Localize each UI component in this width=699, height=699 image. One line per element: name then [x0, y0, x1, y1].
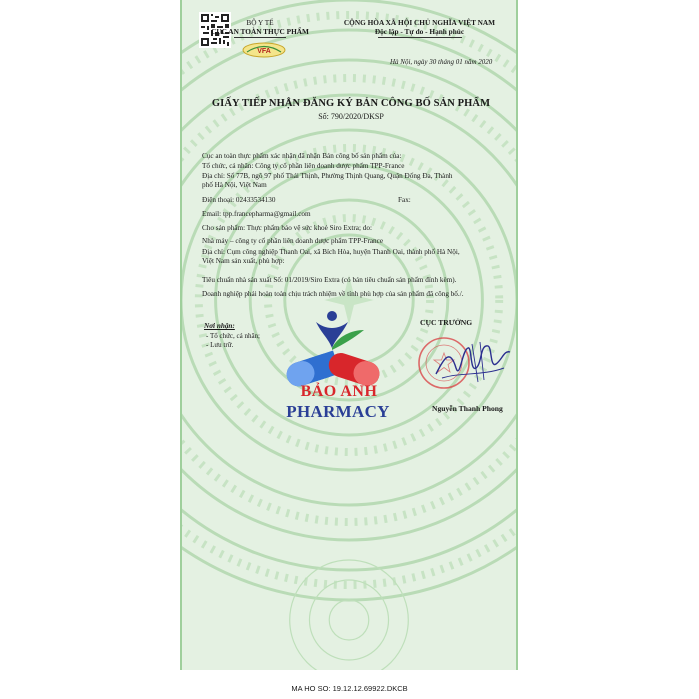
document-number: Số: 790/2020/DKSP	[318, 112, 384, 121]
body-intro: Cục an toàn thực phẩm xác nhận đã nhận Bản công bố sản phẩm của:	[202, 152, 402, 160]
certificate-sheet	[180, 0, 518, 670]
vfa-logo-text: VFA	[257, 48, 271, 55]
recipient-item: - Tổ chức, cá nhân;	[206, 332, 261, 340]
body-factory: Nhà máy – công ty cổ phần liên doanh dược phẩm TPP-France	[202, 237, 384, 245]
national-motto: Độc lập - Tự do - Hạnh phúc	[374, 27, 465, 36]
vfa-logo	[241, 42, 287, 58]
body-responsibility: Doanh nghiệp phải hoàn toàn chịu trách nhiệm về tính phù hợp của sản phẩm đã công bố./.	[202, 290, 464, 298]
agency-underline	[234, 37, 286, 38]
body-fax: Fax:	[398, 196, 411, 204]
brand-name-line-1: BẢO ANH	[300, 383, 378, 400]
handwritten-signature	[432, 338, 512, 386]
dossier-code: MA HO SO: 19.12.12.69922.DKCB	[291, 684, 408, 693]
body-org: Tổ chức, cá nhân: Công ty cổ phần liên doanh dược phẩm TPP-France	[202, 162, 405, 170]
recipient-item: - Lưu trữ.	[206, 341, 234, 349]
ministry-name: BỘ Y TẾ	[246, 18, 274, 27]
signer-title: CỤC TRƯỞNG	[420, 318, 473, 327]
body-factory-address-2: Việt Nam sản xuất, phù hợp:	[202, 257, 285, 265]
republic-name: CỘNG HÒA XÃ HỘI CHỦ NGHĨA VIỆT NAM	[343, 18, 496, 27]
body-phone: Điện thoại: 02433534130	[202, 196, 276, 204]
motto-underline	[378, 37, 462, 38]
body-product: Cho sản phẩm: Thực phẩm bảo vệ sức khoẻ Siro Extra; do:	[202, 224, 372, 232]
recipients-label: Nơi nhận:	[204, 322, 235, 330]
body-address-2: phố Hà Nội, Việt Nam	[202, 181, 267, 189]
body-email: Email: tpp.francepharma@gmail.com	[202, 210, 311, 218]
issue-date: Hà Nội, ngày 30 tháng 01 năm 2020	[390, 58, 493, 66]
body-standard: Tiêu chuẩn nhà sản xuất Số: 01/2019/Siro Extra (có bản tiêu chuẩn sản phẩm đính kèm).	[202, 276, 457, 284]
agency-name: CỤC AN TOÀN THỰC PHẨM	[211, 27, 309, 36]
brand-name-line-2: PHARMACY	[286, 402, 390, 421]
document-title: GIẤY TIẾP NHẬN ĐĂNG KÝ BẢN CÔNG BỐ SẢN PHẨM	[211, 98, 491, 109]
signer-name: Nguyễn Thanh Phong	[432, 404, 503, 413]
body-factory-address-1: Địa chỉ: Cụm công nghiệp Thanh Oai, xã Bích Hòa, huyện Thanh Oai, thành phố Hà Nội,	[202, 248, 460, 256]
body-address-1: Địa chỉ: Số 77B, ngõ 97 phố Thái Thịnh, Phường Thịnh Quang, Quận Đống Đa, Thành	[202, 172, 453, 180]
